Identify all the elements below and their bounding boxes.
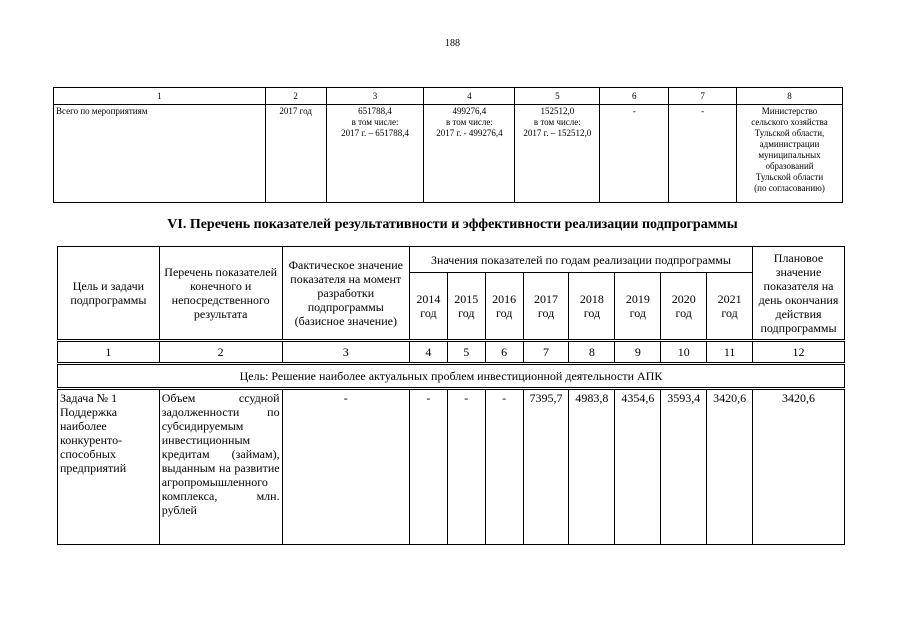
regional-sum-note: в том числе:: [533, 117, 581, 127]
other-sum: -: [669, 105, 737, 203]
column-number: 11: [707, 341, 753, 364]
top-table-total-row: [54, 105, 843, 203]
year-header: 2017 год: [523, 273, 569, 341]
executor-line: Министерство: [761, 106, 818, 116]
top-col-number: 6: [600, 88, 669, 105]
federal-sum: [424, 105, 515, 203]
top-col-number: 8: [737, 88, 843, 105]
page-number: 188: [445, 38, 460, 49]
value-2015: -: [447, 389, 485, 545]
regional-sum-year: 2017 г. – 152512,0: [523, 128, 592, 138]
column-number: 3: [282, 341, 409, 364]
year-header: 2014 год: [409, 273, 447, 341]
top-col-number: 3: [326, 88, 424, 105]
indicator-cell: Объем ссудной задолженности по субсидируемым инвестиционным кредитам (займам), выданным на развитие агропромышленного комплекса, млн. рублей: [159, 389, 282, 545]
value-2020: 3593,4: [661, 389, 707, 545]
task-cell: Задача № 1 Поддержка наиболее конкуренто-способных предприятий: [58, 389, 160, 545]
top-col-number: 7: [669, 88, 737, 105]
year-header: 2015 год: [447, 273, 485, 341]
responsible-executor: [737, 105, 843, 203]
column-number: 9: [615, 341, 661, 364]
value-2021: 3420,6: [707, 389, 753, 545]
top-col-number: 5: [515, 88, 600, 105]
value-2016: -: [485, 389, 523, 545]
year-header: 2016 год: [485, 273, 523, 341]
value-2014: -: [409, 389, 447, 545]
section-title: VI. Перечень показателей результативности и эффективности реализации подпрограммы: [167, 217, 738, 232]
executor-line: (по согласованию): [754, 183, 825, 193]
top-table: [53, 87, 843, 203]
top-col-number: 1: [54, 88, 266, 105]
executor-line: Тульской области,: [754, 128, 825, 138]
value-2017: 7395,7: [523, 389, 569, 545]
column-number: 6: [485, 341, 523, 364]
column-number: 7: [523, 341, 569, 364]
goal-row: [58, 364, 845, 389]
column-number: 4: [409, 341, 447, 364]
value-2019: 4354,6: [615, 389, 661, 545]
regional-sum-value: 152512,0: [540, 106, 575, 116]
top-col-number: 4: [424, 88, 515, 105]
total-sum-year: 2017 г. – 651788,4: [341, 128, 410, 138]
total-sum-note: в том числе:: [351, 117, 399, 127]
column-number: 10: [661, 341, 707, 364]
year-header: 2021 год: [707, 273, 753, 341]
base-value-cell: -: [282, 389, 409, 545]
header-base-value: Фактическое значение показателя на момент разработки подпрограммы (базисное значение): [282, 247, 409, 341]
year-header: 2020 год: [661, 273, 707, 341]
year-header: 2019 год: [615, 273, 661, 341]
total-sum: [326, 105, 424, 203]
column-number: 12: [753, 341, 845, 364]
task-row: [58, 389, 845, 545]
plan-value-cell: 3420,6: [753, 389, 845, 545]
executor-line: сельского хозяйства: [751, 117, 828, 127]
header-indicator-list: Перечень показателей конечного и непосредственного результата: [159, 247, 282, 341]
federal-sum-year: 2017 г. - 499276,4: [436, 128, 503, 138]
executor-line: образований: [765, 161, 814, 171]
top-table-header-row: [54, 88, 843, 105]
main-header-row: [58, 247, 845, 273]
goal-text: Цель: Решение наиболее актуальных проблем инвестиционной деятельности АПК: [58, 364, 845, 389]
indicators-table: [57, 246, 845, 545]
total-year: 2017 год: [265, 105, 326, 203]
year-header: 2018 год: [569, 273, 615, 341]
executor-line: муниципальных: [758, 150, 821, 160]
header-goal: Цель и задачи подпрограммы: [58, 247, 160, 341]
total-label: Всего по мероприятиям: [54, 105, 266, 203]
column-numbers-row: [58, 341, 845, 364]
column-number: 8: [569, 341, 615, 364]
column-number: 2: [159, 341, 282, 364]
column-number: 1: [58, 341, 160, 364]
total-sum-value: 651788,4: [358, 106, 392, 116]
top-col-number: 2: [265, 88, 326, 105]
federal-sum-value: 499276,4: [452, 106, 487, 116]
header-plan-value: Плановое значение показателя на день окончания действия подпрограммы: [753, 247, 845, 341]
executor-line: Тульской области: [755, 172, 824, 182]
federal-sum-note: в том числе:: [445, 117, 493, 127]
header-yearly-values: Значения показателей по годам реализации подпрограммы: [409, 247, 752, 273]
column-number: 5: [447, 341, 485, 364]
regional-sum: [515, 105, 600, 203]
value-2018: 4983,8: [569, 389, 615, 545]
local-sum: -: [600, 105, 669, 203]
executor-line: администрации: [759, 139, 820, 149]
